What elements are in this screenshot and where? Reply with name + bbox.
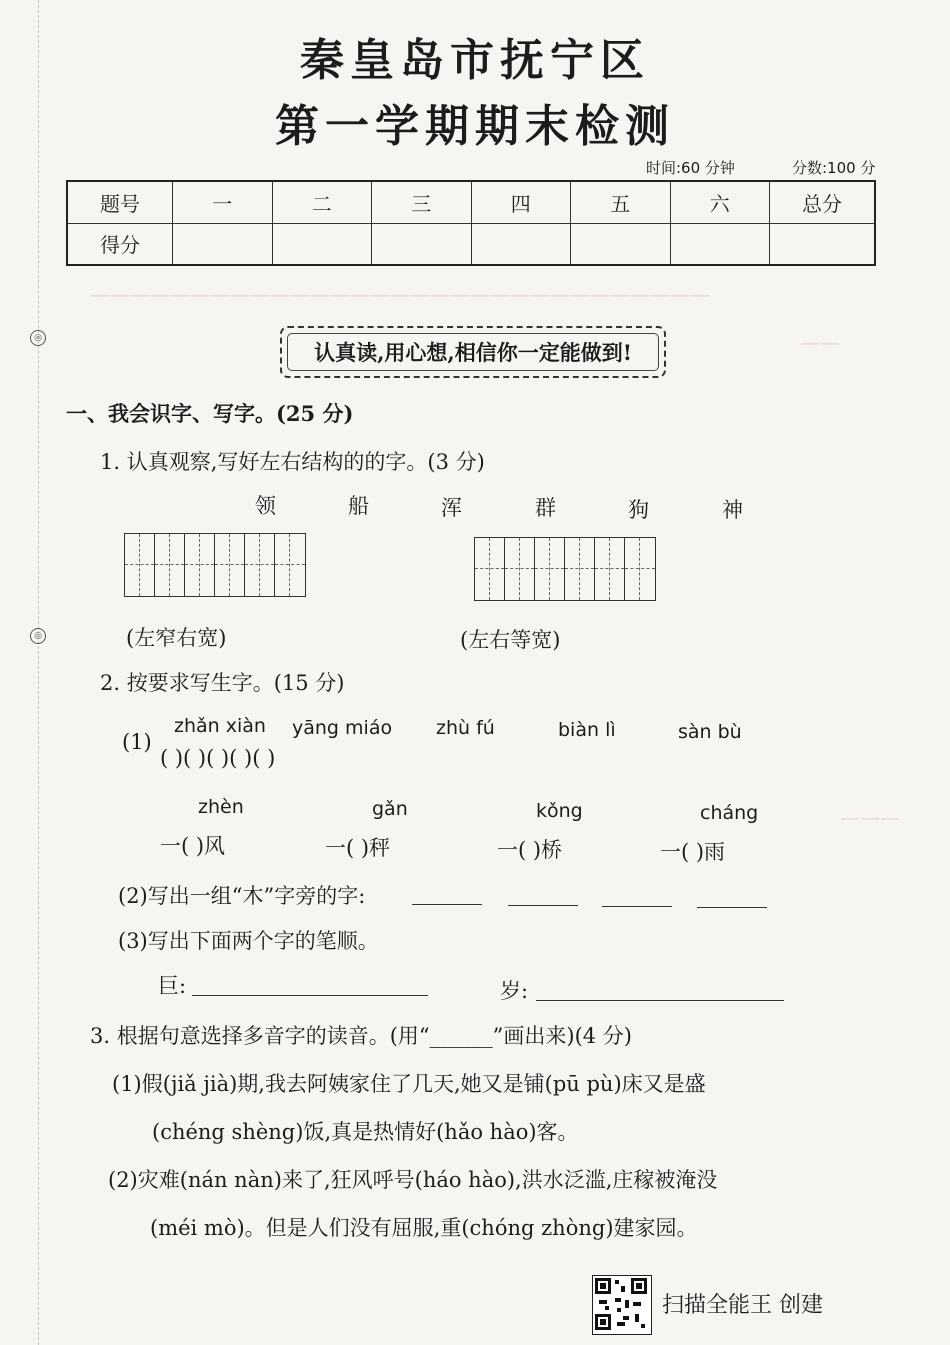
binding-margin-line [38,0,39,1345]
stroke-char: 巨: [158,974,187,998]
q2-text: 2. 按要求写生字。(15 分) [100,671,345,695]
q1-char: 狗 [628,498,649,522]
q3-line: (2)灾难(nán nàn)来了,狂风呼号(háo hào),洪水泛滥,庄稼被淹没 [108,1168,718,1192]
title-line2: 第一学期期末检测 [275,101,675,152]
q1-right-caption: (左右等宽) [460,628,561,652]
q1-char: 船 [348,494,369,518]
scanner-watermark: 扫描全能王 创建 [662,1293,823,1318]
score-table-col: 五 [571,181,671,223]
score-table-col: 一 [173,181,273,223]
answer-line[interactable] [697,907,767,908]
q1-left-caption: (左窄右宽) [126,626,227,650]
binding-hole-icon: ◎ [30,330,46,346]
q3-line: (chéng shèng)饭,真是热情好(hǎo hào)客。 [152,1120,579,1144]
fill-blank[interactable]: 一( )桥 [497,838,563,862]
total-score: 分数:100 分 [792,159,876,177]
score-cell[interactable] [571,223,671,265]
qr-code-icon [592,1275,652,1335]
time-limit: 时间:60 分钟 [646,159,735,177]
q2-sub2: (2)写出一组“木”字旁的字: [118,884,366,908]
score-table-col: 三 [372,181,472,223]
bleed-through-text: ——— [840,805,900,829]
pinyin: zhǎn xiàn [174,715,266,737]
bleed-through-text: ——————————————————————————————— [90,282,710,306]
q2-sub3: (3)写出下面两个字的笔顺。 [118,929,379,953]
score-table-col: 六 [670,181,770,223]
pinyin: yāng miáo [292,717,393,739]
motto-box [280,326,666,378]
q3-line: (1)假(jiǎ jià)期,我去阿姨家住了几天,她又是铺(pū pù)床又是盛 [112,1072,706,1096]
q1-char: 浑 [441,496,462,520]
score-cell[interactable] [471,223,571,265]
score-table-col: 总分 [770,181,876,223]
pinyin: zhù fú [436,717,495,739]
pinyin: biàn lì [558,719,616,741]
stroke-char: 岁: [500,979,529,1003]
stroke-answer-line[interactable] [192,995,428,996]
pinyin: zhèn [198,796,244,818]
pinyin: sàn bù [678,721,742,743]
answer-parens-row1[interactable]: ( )( )( )( )( ) [160,746,276,770]
bleed-through-text: —— [800,330,840,354]
q3-line: (méi mò)。但是人们没有屈服,重(chóng zhòng)建家园。 [150,1216,698,1240]
score-cell[interactable] [272,223,372,265]
q3-text: 3. 根据句意选择多音字的读音。(用“______”画出来)(4 分) [90,1024,632,1048]
score-cell[interactable] [670,223,770,265]
q1-char: 神 [722,498,743,522]
writing-grid-left[interactable] [124,533,306,597]
fill-blank[interactable]: 一( )雨 [660,840,726,864]
score-cell[interactable] [770,223,876,265]
score-table [66,180,876,266]
score-cell[interactable] [173,223,273,265]
pinyin: gǎn [372,798,408,820]
answer-line[interactable] [602,906,672,907]
score-table-col: 二 [272,181,372,223]
pinyin: kǒng [536,800,583,822]
score-table-col: 四 [471,181,571,223]
fill-blank[interactable]: 一( )风 [160,834,226,858]
q1-char: 群 [535,496,556,520]
title-line1: 秦皇岛市抚宁区 [300,35,650,86]
q1-char: 领 [255,494,276,518]
binding-hole-icon: ◎ [30,628,46,644]
answer-line[interactable] [412,904,482,905]
score-table-row-label: 得分 [67,223,173,265]
q1-text: 1. 认真观察,写好左右结构的的字。(3 分) [100,450,485,474]
section1-heading: 一、我会识字、写字。(25 分) [66,401,354,426]
stroke-answer-line[interactable] [536,1000,784,1001]
writing-grid-right[interactable] [474,537,656,601]
pinyin: cháng [700,802,759,824]
motto-text: 认真读,用心想,相信你一定能做到! [287,333,659,371]
score-table-header-label: 题号 [67,181,173,223]
q2-sub1-label: (1) [122,730,152,754]
score-cell[interactable] [372,223,472,265]
fill-blank[interactable]: 一( )秤 [325,836,391,860]
answer-line[interactable] [508,905,578,906]
